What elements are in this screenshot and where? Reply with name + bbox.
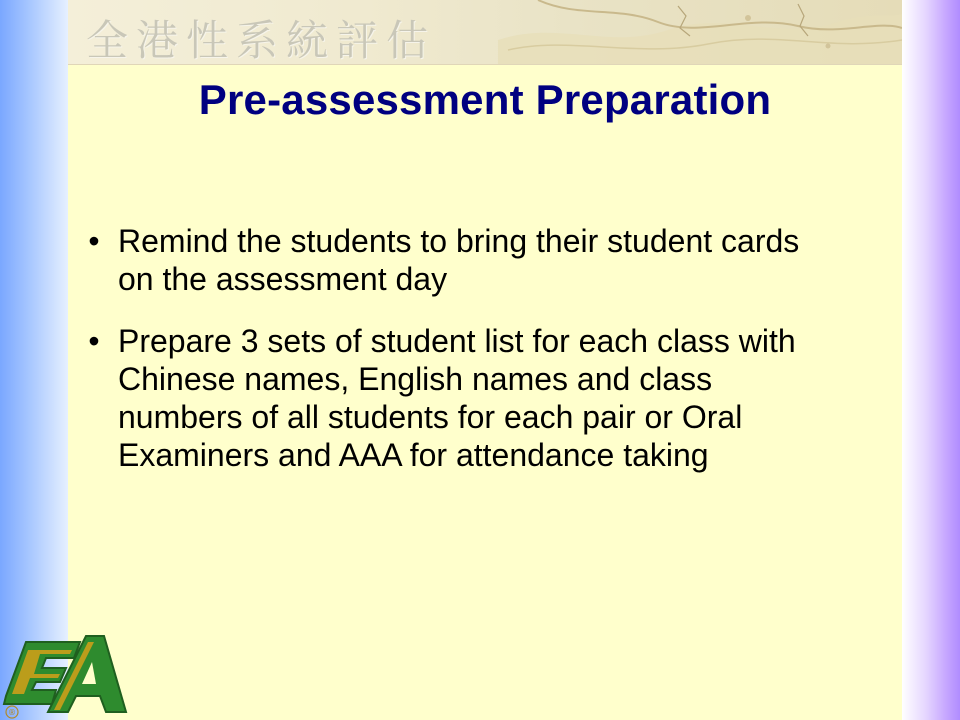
left-gradient-band — [0, 0, 68, 720]
bullet-text: Remind the students to bring their student cards on the assessment day — [118, 223, 800, 297]
bullet-list — [82, 222, 842, 498]
ea-logo-icon — [0, 622, 130, 720]
map-decoration — [498, 0, 902, 64]
registered-mark: ® — [8, 708, 16, 717]
bullet-icon: • — [88, 223, 100, 259]
list-item — [82, 222, 842, 298]
list-item — [82, 322, 842, 474]
header-banner — [68, 0, 902, 65]
right-gradient-band — [902, 0, 960, 720]
bullet-icon: • — [88, 323, 100, 359]
bullet-text: Prepare 3 sets of student list for each class with Chinese names, English names and class numbers of all students for each pair or Oral Examiners and AAA for attendance taking — [118, 323, 796, 473]
banner-title: 全港性系統評估 — [86, 16, 437, 65]
slide-title: Pre-assessment Preparation — [198, 76, 772, 123]
